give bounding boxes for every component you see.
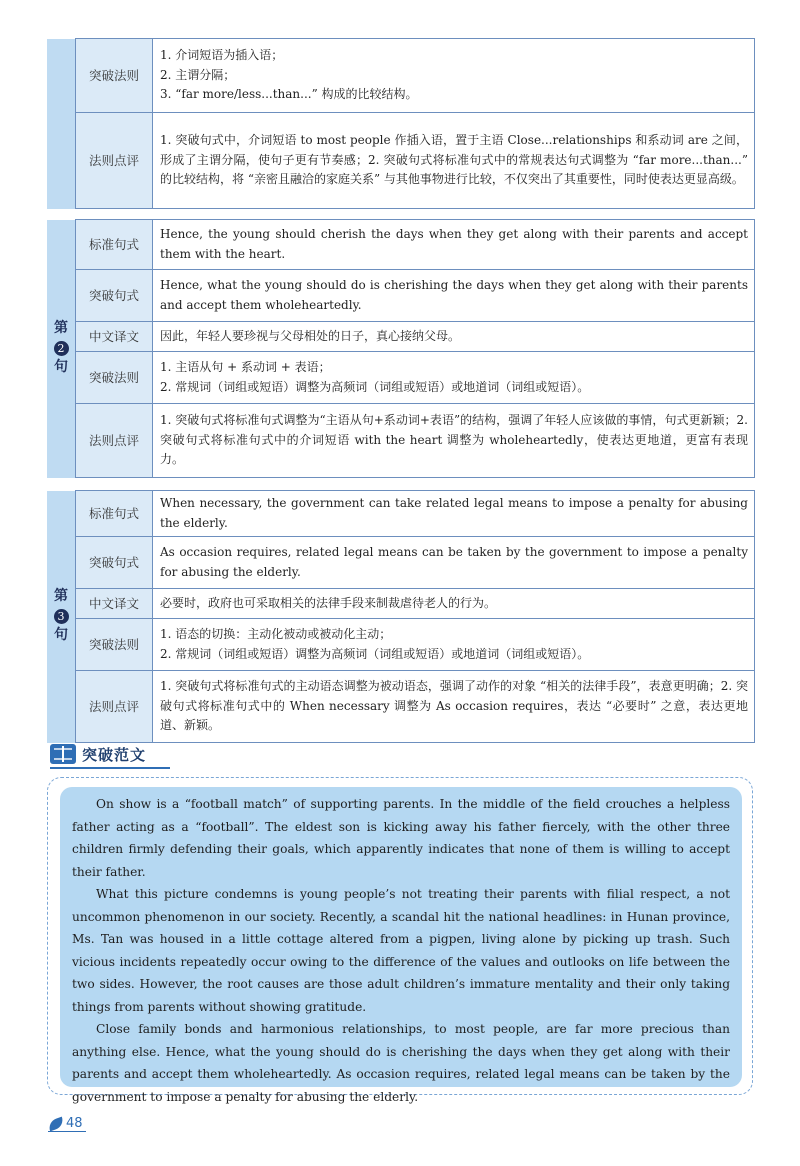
model-essay-box	[60, 787, 742, 1104]
side-char-bottom: 句	[54, 627, 68, 644]
row-label: 突破句式	[76, 537, 153, 589]
side-char-top: 第	[54, 320, 68, 337]
book-icon	[50, 744, 76, 764]
side-char-top: 第	[54, 588, 68, 605]
sentence-3-side-label	[47, 491, 76, 743]
row-content: 因此，年轻人要珍视与父母相处的日子，真心接纳父母。	[153, 322, 755, 352]
row-label: 法则点评	[76, 671, 153, 743]
row-content: When necessary, the government can take related legal means to impose a penalty for abusing the elderly.	[153, 491, 755, 537]
page-number: 48	[66, 1116, 83, 1131]
rule-line: 1. 语态的切换：主动化被动或被动化主动；	[160, 627, 392, 641]
rule-line: 3. “far more/less...than...” 构成的比较结构。	[160, 87, 418, 102]
side-band	[47, 113, 76, 209]
row-content: 1. 突破句式将标准句式调整为“主语从句+系动词+表语”的结构，强调了年轻人应该做的事情，句式更新颖；2. 突破句式将标准句式中的介词短语 with the heart 调整为 wholeheartedly，使表达更地道，更富有表现力。	[153, 404, 755, 478]
sentence-number-badge: 3	[54, 609, 69, 624]
row-label: 中文译文	[76, 589, 153, 619]
side-char-bottom: 句	[54, 359, 68, 376]
side-band	[47, 39, 76, 113]
sentence-2-side-label	[47, 220, 76, 478]
essay-paragraph-2: What this picture condemns is young people’s not treating their parents with filial respect, a not uncommon phenomenon in our society. Recently, a scandal hit the national headlines: in Hunan province, Ms. Tan was housed in a little cottage altered from a pigpen, living alone by picking up trash. Such vicious incidents repeatedly occur owing to the difference of the values and outlooks on life between the two sides. However, the root causes are those adult children’s immature mentality and their only taking things from parents without showing gratitude.	[72, 887, 730, 1014]
row-label: 标准句式	[76, 220, 153, 270]
essay-paragraph-1: On show is a “football match” of supporting parents. In the middle of the field crouches a helpless father acting as a “football”. The eldest son is kicking away his father fiercely, with the other three children firmly defending their goals, which apparently indicates that none of them is willing to accept their father.	[72, 797, 730, 879]
sentence-3-table	[47, 490, 755, 743]
row-label: 突破句式	[76, 270, 153, 322]
sentence-number-badge: 2	[54, 341, 69, 356]
row-label: 标准句式	[76, 491, 153, 537]
row-content: Hence, what the young should do is cherishing the days when they get along with their parents and accept them wholeheartedly.	[153, 270, 755, 322]
row-label: 中文译文	[76, 322, 153, 352]
essay-paragraph-3: Close family bonds and harmonious relationships, to most people, are far more precious than anything else. Hence, what the young should do is cherishing the days when they get along with their parents and accept them wholeheartedly. As occasion requires, related legal means can be taken by the government to impose a penalty for abusing the elderly.	[72, 1022, 730, 1104]
row-content	[153, 352, 755, 404]
row-label: 突破法则	[76, 39, 153, 113]
page-number-underline	[48, 1131, 86, 1132]
leaf-icon	[47, 1116, 65, 1131]
rule-line: 2. 常规词（词组或短语）调整为高频词（词组或短语）或地道词（词组或短语）。	[160, 379, 590, 394]
row-label: 法则点评	[76, 113, 153, 209]
rule-line: 1. 介词短语为插入语；	[160, 48, 284, 63]
row-content: 必要时，政府也可采取相关的法律手段来制裁虐待老人的行为。	[153, 589, 755, 619]
row-label: 突破法则	[76, 619, 153, 671]
section-title: 突破范文	[82, 745, 147, 764]
sentence-1-table-continued	[47, 38, 755, 209]
row-label: 法则点评	[76, 404, 153, 478]
row-content	[153, 619, 755, 671]
row-content	[153, 39, 755, 113]
section-heading	[50, 742, 146, 766]
rule-line: 1. 主语从句 + 系动词 + 表语；	[160, 360, 331, 374]
row-label: 突破法则	[76, 352, 153, 404]
sentence-2-table	[47, 219, 755, 478]
heading-underline	[50, 767, 170, 769]
row-content: 1. 突破句式将标准句式的主动语态调整为被动语态，强调了动作的对象 “相关的法律手段”，表意更明确；2. 突破句式将标准句式中的 When necessary 调整为 As occasion requires，表达 “必要时” 之意，表达更地道、新颖。	[153, 671, 755, 743]
row-content: Hence, the young should cherish the days when they get along with their parents and accept them with the heart.	[153, 220, 755, 270]
row-content: 1. 突破句式中，介词短语 to most people 作插入语，置于主语 Close...relationships 和系动词 are 之间，形成了主谓分隔，使句子更有节奏感；2. 突破句式将标准句式中的常规表达句式调整为 “far more...than...” 的比较结构，将 “亲密且融洽的家庭关系” 与其他事物进行比较，不仅突出了其重要性，同时使表达更显高级。	[153, 113, 755, 209]
row-content: As occasion requires, related legal means can be taken by the government to impose a penalty for abusing the elderly.	[153, 537, 755, 589]
page-footer	[48, 1116, 83, 1131]
rule-line: 2. 常规词（词组或短语）调整为高频词（词组或短语）或地道词（词组或短语）。	[160, 646, 590, 661]
rule-line: 2. 主谓分隔；	[160, 67, 236, 82]
